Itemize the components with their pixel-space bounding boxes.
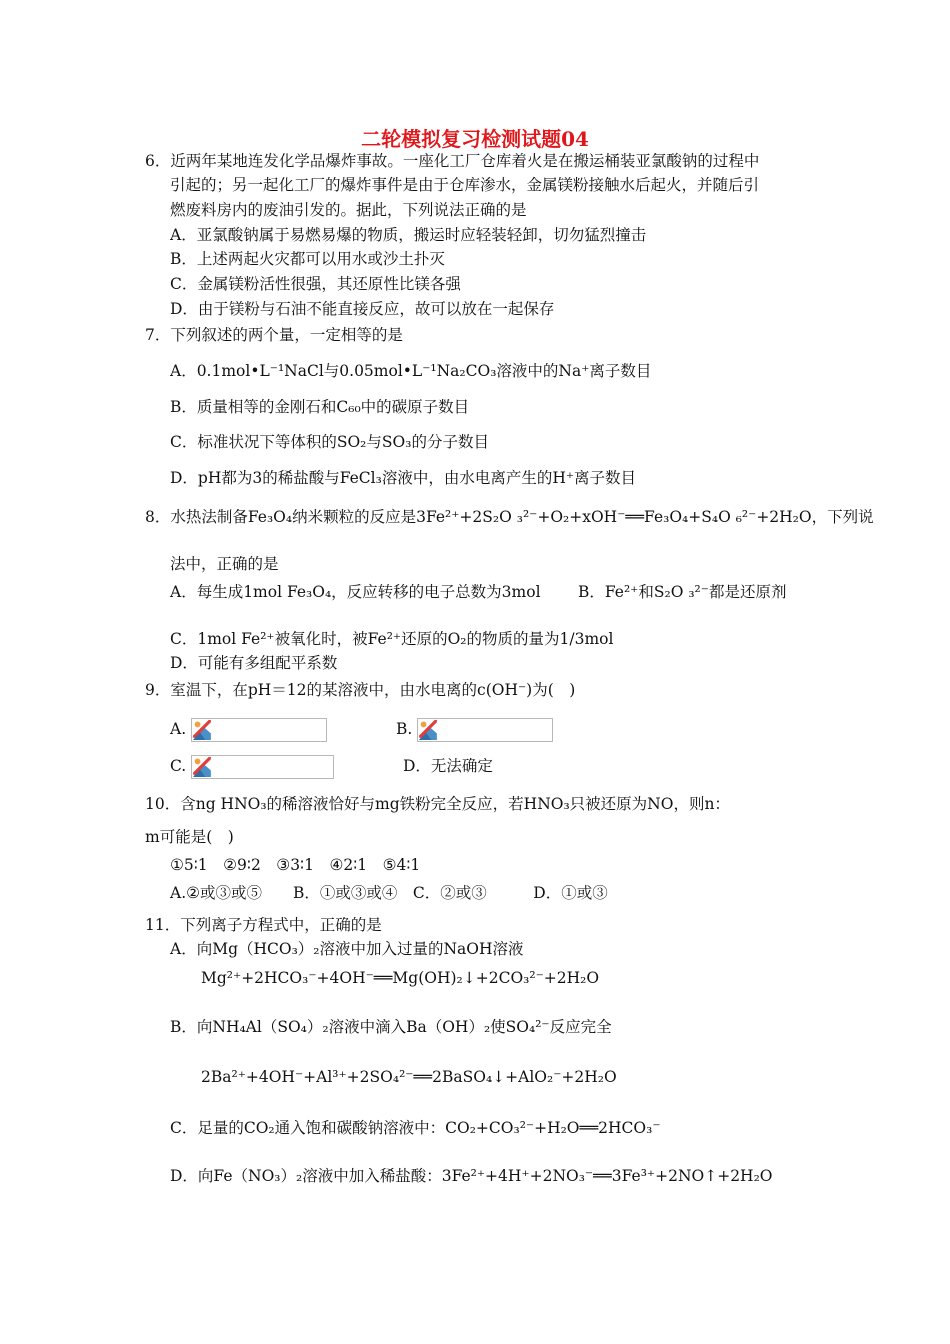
q6-option-a: A．亚氯酸钠属于易燃易爆的物质，搬运时应轻装轻卸，切勿猛烈撞击 <box>170 226 647 244</box>
q10-stem-line-2: m可能是( ) <box>145 828 234 846</box>
q8-option-b: B．Fe²⁺和S₂O ₃²⁻都是还原剂 <box>578 583 787 601</box>
q10-stem-line-1: 10．含ng HNO₃的稀溶液恰好与mg铁粉完全反应，若HNO₃只被还原为NO，则n： <box>145 795 730 813</box>
q8-option-a: A．每生成1mol Fe₃O₄，反应转移的电子总数为3mol <box>170 583 541 601</box>
q10-options: A.②或③或⑤ B．①或③或④ C．②或③ D．①或③ <box>170 884 608 902</box>
q7-option-d: D．pH都为3的稀盐酸与FeCl₃溶液中，由水电离产生的H⁺离子数目 <box>170 469 637 487</box>
q11-option-b: B．向NH₄Al（SO₄）₂溶液中滴入Ba（OH）₂使SO₄²⁻反应完全 <box>170 1018 612 1036</box>
q8-option-c: C．1mol Fe²⁺被氧化时，被Fe²⁺还原的O₂的物质的量为1/3mol <box>170 630 614 648</box>
q11-option-d: D．向Fe（NO₃）₂溶液中加入稀盐酸：3Fe²⁺+4H⁺+2NO₃⁻══3Fe³⁺+2NO↑+2H₂O <box>170 1167 773 1185</box>
q11-option-c: C．足量的CO₂通入饱和碳酸钠溶液中：CO₂+CO₃²⁻+H₂O══2HCO₃⁻ <box>170 1119 661 1137</box>
q9-option-c <box>170 755 334 779</box>
q9-option-b-label: B. <box>396 720 413 738</box>
q11-option-a: A．向Mg（HCO₃）₂溶液中加入过量的NaOH溶液 <box>170 940 524 958</box>
q11-option-a-equation: Mg²⁺+2HCO₃⁻+4OH⁻══Mg(OH)₂↓+2CO₃²⁻+2H₂O <box>201 969 600 987</box>
q9-option-a-label: A. <box>170 720 187 738</box>
q7-option-b: B．质量相等的金刚石和C₆₀中的碳原子数目 <box>170 398 470 416</box>
q6-option-d: D．由于镁粉与石油不能直接反应，故可以放在一起保存 <box>170 300 555 318</box>
q6-stem-line-1: 6．近两年某地连发化学品爆炸事故。一座化工厂仓库着火是在搬运桶装亚氯酸钠的过程中 <box>145 152 760 170</box>
q11-option-b-equation: 2Ba²⁺+4OH⁻+Al³⁺+2SO₄²⁻══2BaSO₄↓+AlO₂⁻+2H₂O <box>201 1068 617 1086</box>
q8-stem-line-2: 法中，正确的是 <box>170 555 279 573</box>
q8-stem-line-1: 8．水热法制备Fe₃O₄纳米颗粒的反应是3Fe²⁺+2S₂O ₃²⁻+O₂+xOH⁻══Fe₃O₄+S₄O ₆²⁻+2H₂O，下列说 <box>145 508 874 526</box>
formula-image-icon <box>417 718 553 742</box>
q7-stem: 7．下列叙述的两个量，一定相等的是 <box>145 326 403 344</box>
page-title: 二轮模拟复习检测试题04 <box>361 127 589 151</box>
q6-option-b: B．上述两起火灾都可以用水或沙土扑灭 <box>170 250 445 268</box>
q10-ratio-list: ①5∶1 ②9∶2 ③3∶1 ④2∶1 ⑤4∶1 <box>170 856 421 874</box>
formula-image-icon <box>191 718 327 742</box>
q7-option-c: C．标准状况下等体积的SO₂与SO₃的分子数目 <box>170 433 489 451</box>
q9-stem: 9．室温下，在pH＝12的某溶液中，由水电离的c(OH⁻)为( ) <box>145 681 576 699</box>
q6-option-c: C．金属镁粉活性很强，其还原性比镁各强 <box>170 275 461 293</box>
q9-option-c-label: C. <box>170 757 187 775</box>
q7-option-a: A．0.1mol•L⁻¹NaCl与0.05mol•L⁻¹Na₂CO₃溶液中的Na⁺离子数目 <box>170 362 652 380</box>
q9-option-d: D．无法确定 <box>403 757 493 775</box>
formula-image-icon <box>191 755 334 779</box>
q9-option-a <box>170 718 327 742</box>
q9-option-b <box>396 718 553 742</box>
q6-stem-line-3: 燃废料房内的废油引发的。据此，下列说法正确的是 <box>170 201 527 219</box>
q8-option-d: D．可能有多组配平系数 <box>170 654 338 672</box>
q11-stem: 11．下列离子方程式中，正确的是 <box>145 916 382 934</box>
q6-stem-line-2: 引起的；另一起化工厂的爆炸事件是由于仓库渗水，金属镁粉接触水后起火，并随后引 <box>170 176 760 194</box>
